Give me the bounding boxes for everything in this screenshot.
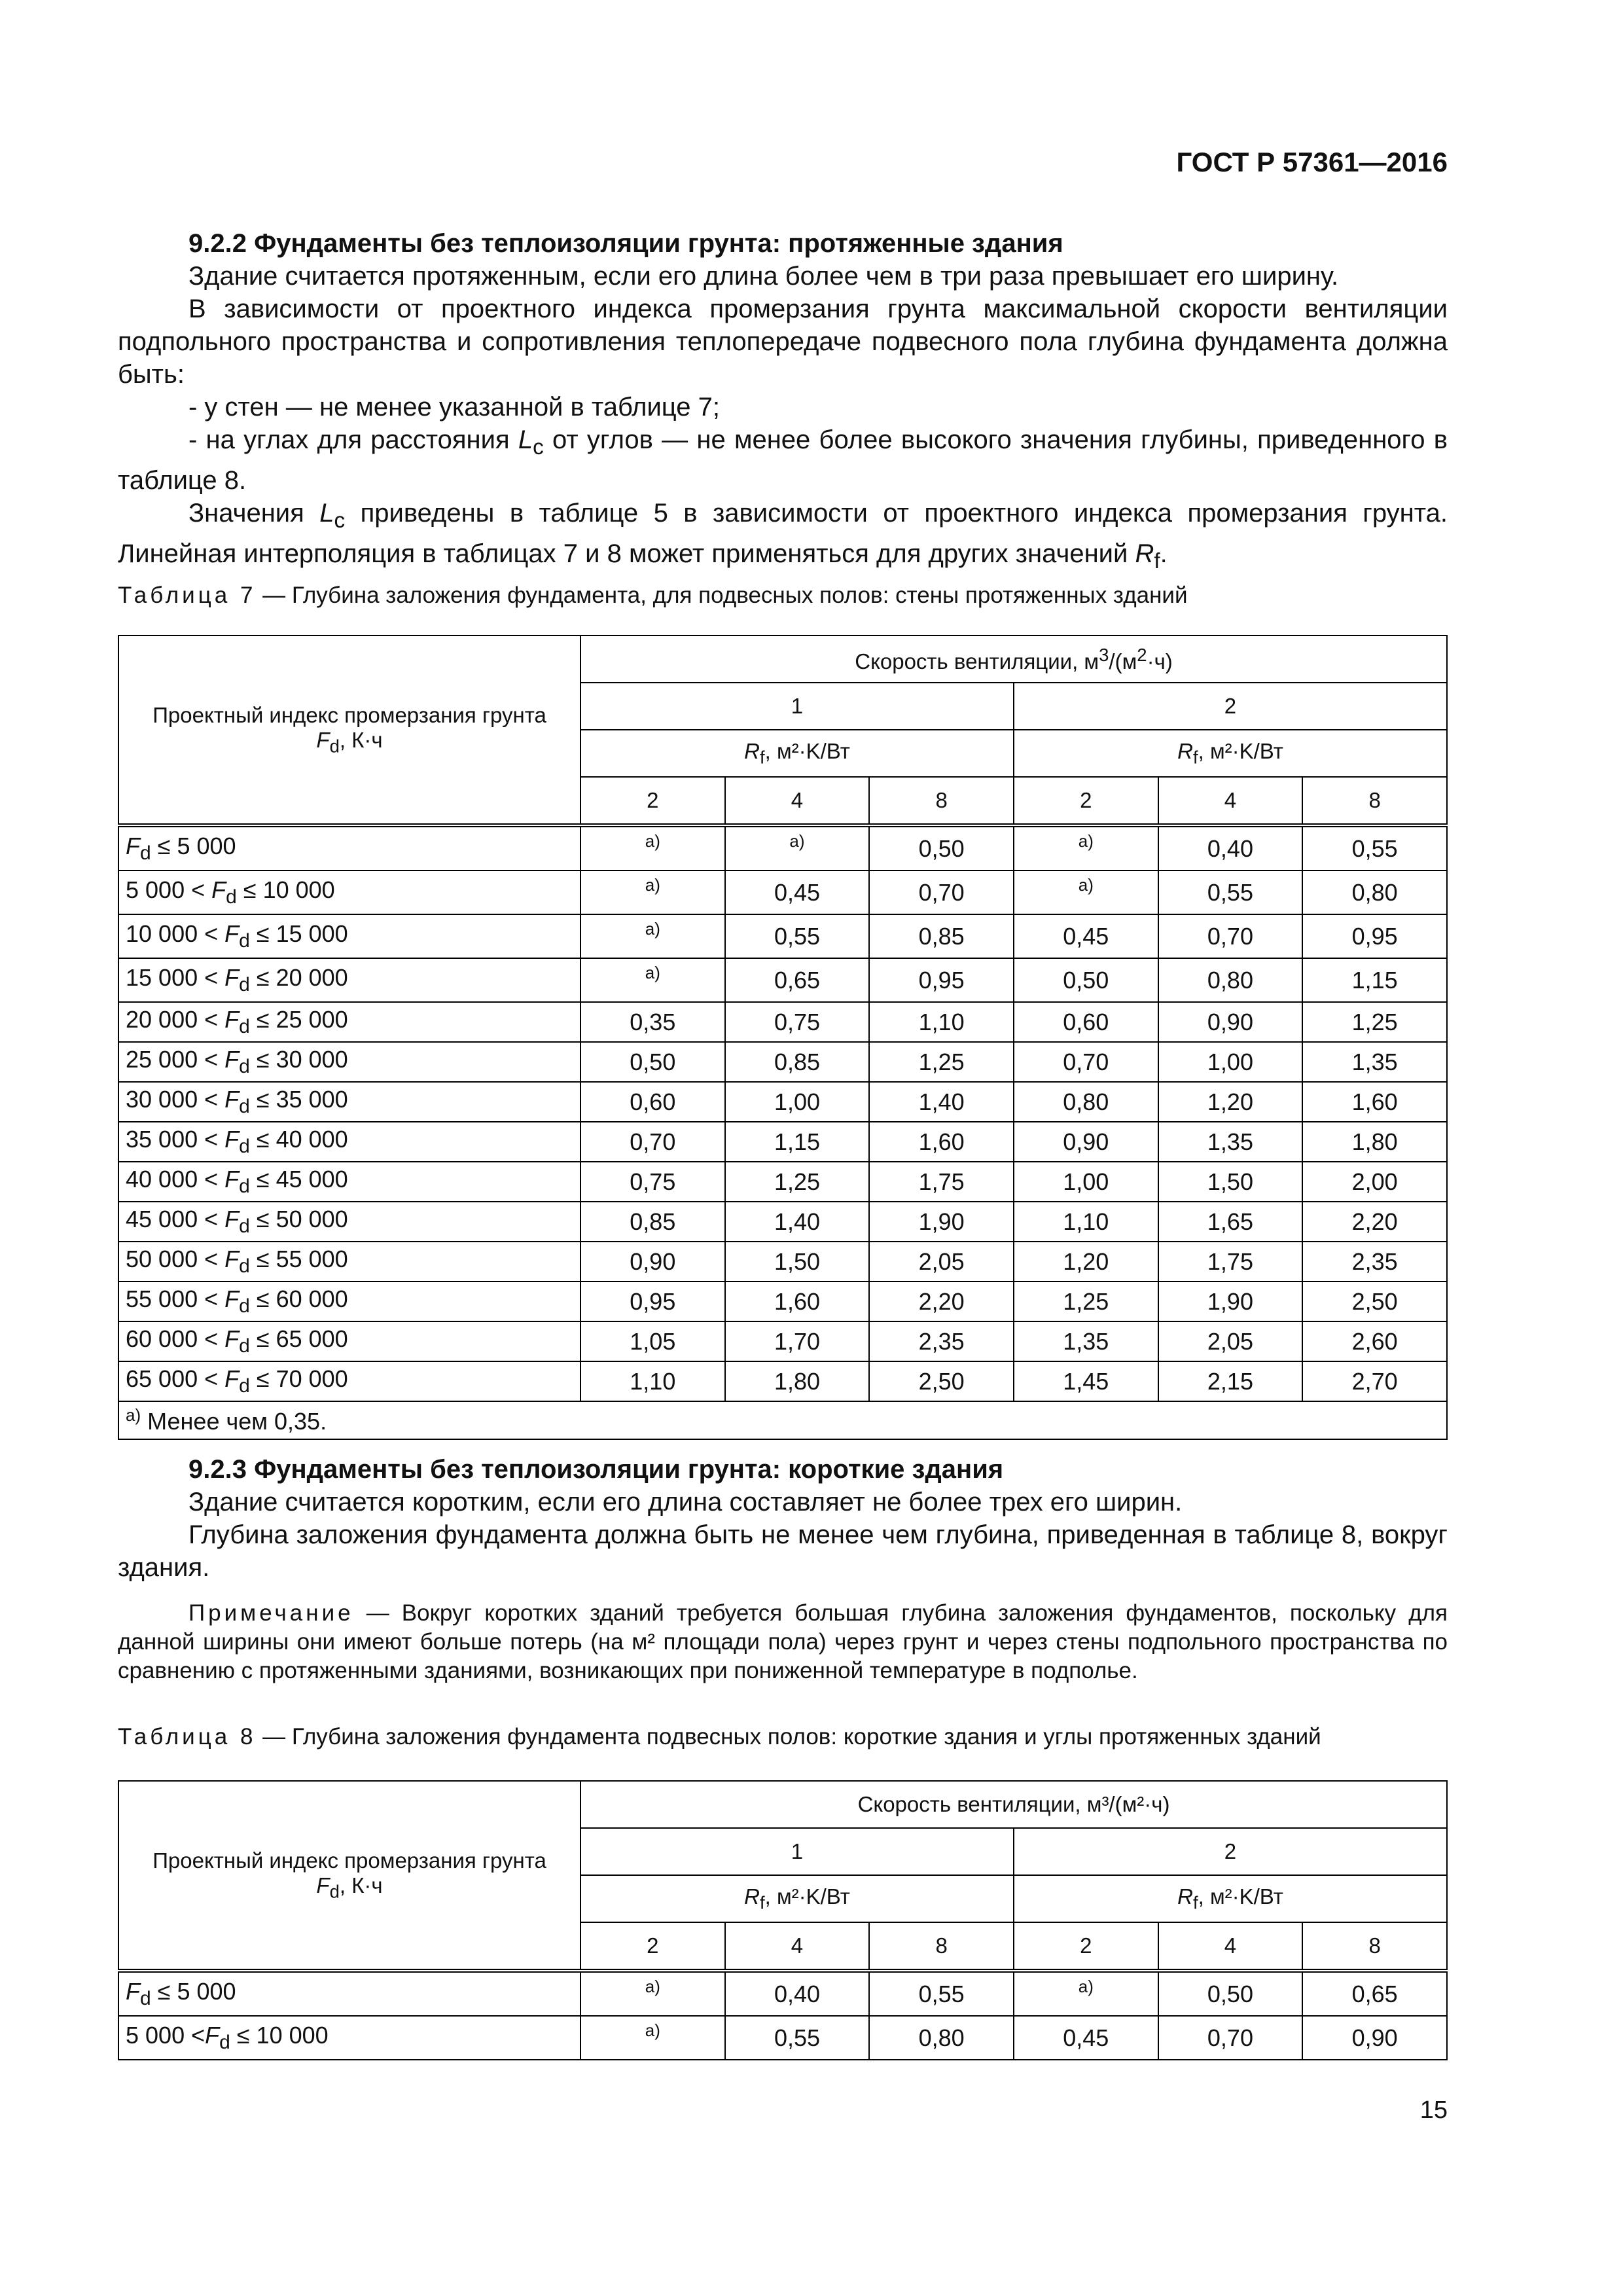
table7-index-header [118, 636, 580, 825]
note-paragraph [118, 1599, 1448, 1685]
freezing-index-range [118, 958, 580, 1002]
depth-value: 0,90 [580, 1242, 725, 1282]
depth-value: 0,85 [869, 914, 1014, 958]
symbol-d: d [140, 1988, 151, 2010]
table7-rf-value: 4 [1158, 777, 1303, 825]
symbol-f-big: F [224, 963, 240, 991]
section-922-bullet1: - у стен — не менее указанной в таблице 7; [188, 393, 720, 422]
table-row [118, 870, 1447, 914]
symbol-f: f [759, 747, 765, 768]
freezing-index-range [118, 1282, 580, 1321]
section-922-p3 [118, 497, 1448, 578]
depth-value: 0,95 [1302, 914, 1447, 958]
table-row [118, 825, 1447, 870]
table-row [118, 1282, 1447, 1321]
rf-unit: , м²·K/Вт [1198, 1884, 1283, 1909]
table-row [118, 914, 1447, 958]
depth-value: 0,80 [869, 2016, 1014, 2060]
depth-value: 2,60 [1302, 1321, 1447, 1361]
symbol-f-big: F [224, 1365, 240, 1392]
symbol-l: L [319, 499, 334, 528]
freezing-index-range [118, 1202, 580, 1242]
depth-value: 2,35 [1302, 1242, 1447, 1282]
depth-value: 1,15 [1302, 958, 1447, 1002]
symbol-f: f [1154, 549, 1160, 573]
freezing-index-range [118, 1042, 580, 1082]
symbol-r: R [1177, 738, 1193, 763]
depth-value: 0,45 [725, 870, 870, 914]
table7-rf-value: 8 [1302, 777, 1447, 825]
table8-rf-header-2 [1014, 1875, 1447, 1922]
range-suffix: ≤ 30 000 [249, 1045, 348, 1073]
table8-rf-value: 4 [725, 1922, 870, 1971]
depth-value: 0,75 [580, 1162, 725, 1202]
depth-value: 0,50 [1014, 958, 1158, 1002]
depth-value: 0,90 [1158, 1002, 1303, 1042]
footnote-ref-cell: а) [580, 825, 725, 870]
symbol-f-big: F [316, 727, 330, 752]
range-prefix: 55 000 < [126, 1285, 225, 1312]
depth-value: 1,35 [1158, 1122, 1303, 1162]
range-prefix: 40 000 < [126, 1165, 225, 1193]
vent-sup3: 3 [1099, 644, 1109, 665]
vent-header-post: ·ч) [1147, 649, 1173, 673]
freezing-index-range [118, 914, 580, 958]
range-prefix: 35 000 < [126, 1125, 225, 1153]
depth-value: 0,95 [580, 1282, 725, 1321]
depth-value: 2,05 [869, 1242, 1014, 1282]
bullet2-pre: - на углах для расстояния [188, 425, 518, 454]
table7-rf-value: 2 [1014, 777, 1158, 825]
range-prefix: 60 000 < [126, 1325, 225, 1352]
depth-value: 0,45 [1014, 914, 1158, 958]
table8-caption [118, 1724, 1321, 1750]
footnote-ref-cell: а) [725, 825, 870, 870]
freezing-index-range [118, 1122, 580, 1162]
depth-value: 1,20 [1158, 1082, 1303, 1122]
table-row [118, 1971, 1447, 2016]
section-922-heading: 9.2.2 Фундаменты без теплоизоляции грунта: протяженные здания [188, 229, 1063, 258]
depth-value: 1,40 [725, 1202, 870, 1242]
table-row [118, 1202, 1447, 1242]
table-footnote-row [118, 1401, 1447, 1439]
symbol-l: L [518, 425, 533, 454]
symbol-f-big: F [126, 1977, 140, 2005]
symbol-d: d [239, 1016, 250, 1038]
range-prefix: 30 000 < [126, 1085, 225, 1113]
range-prefix: 25 000 < [126, 1045, 225, 1073]
p3-post: приведены в таблице 5 в зависимости от проектного индекса промерзания грунта. Линейная интерполяция в таблицах 7 и 8 может применяться для других значений [118, 499, 1448, 568]
footnote-ref-cell: а) [580, 914, 725, 958]
table7-vent-2: 2 [1014, 683, 1447, 730]
depth-value: 1,20 [1014, 1242, 1158, 1282]
range-suffix: ≤ 35 000 [249, 1085, 348, 1113]
depth-value: 0,45 [1014, 2016, 1158, 2060]
range-prefix: 45 000 < [126, 1205, 225, 1232]
depth-value: 1,00 [1014, 1162, 1158, 1202]
table8-vent-header: Скорость вентиляции, м³/(м²·ч) [580, 1781, 1447, 1828]
table8-rf-value: 2 [1014, 1922, 1158, 1971]
symbol-d: d [239, 1255, 250, 1278]
depth-value: 0,80 [1158, 958, 1303, 1002]
depth-value: 1,50 [725, 1242, 870, 1282]
footnote-ref-cell: а) [580, 870, 725, 914]
depth-value: 1,10 [580, 1361, 725, 1401]
depth-value: 1,15 [725, 1122, 870, 1162]
depth-value: 1,00 [1158, 1042, 1303, 1082]
table8-rf-value: 2 [580, 1922, 725, 1971]
section-922-p1: Здание считается протяженным, если его длина более чем в три раза превышает его ширину. [188, 262, 1339, 291]
index-header-text: Проектный индекс промерзания грунта [152, 702, 546, 727]
table7-rf-value: 4 [725, 777, 870, 825]
range-suffix: ≤ 65 000 [249, 1325, 348, 1352]
range-suffix: ≤ 10 000 [236, 876, 335, 903]
table-row [118, 1162, 1447, 1202]
symbol-f-big: F [224, 1245, 240, 1272]
table8-index-header [118, 1781, 580, 1971]
symbol-f-big: F [205, 2021, 220, 2049]
depth-value: 2,20 [869, 1282, 1014, 1321]
symbol-d: d [239, 1136, 250, 1158]
range-prefix: 50 000 < [126, 1245, 225, 1272]
depth-value: 0,85 [580, 1202, 725, 1242]
table-row [118, 958, 1447, 1002]
footnote-ref-cell: а) [1014, 870, 1158, 914]
depth-value: 1,00 [725, 1082, 870, 1122]
rf-unit: , м²·K/Вт [764, 1884, 850, 1909]
symbol-d: d [219, 2032, 230, 2054]
depth-value: 2,50 [1302, 1282, 1447, 1321]
range-prefix: 5 000 < [126, 876, 212, 903]
symbol-f-big: F [211, 876, 226, 903]
depth-value: 0,85 [725, 1042, 870, 1082]
index-header-text: Проектный индекс промерзания грунта [152, 1848, 546, 1873]
page-number: 15 [1419, 2096, 1448, 2124]
table-row [118, 1242, 1447, 1282]
depth-value: 0,70 [1158, 914, 1303, 958]
depth-value: 0,75 [725, 1002, 870, 1042]
depth-value: 0,55 [869, 1971, 1014, 2016]
freezing-index-range [118, 870, 580, 914]
depth-value: 2,70 [1302, 1361, 1447, 1401]
depth-value: 0,90 [1014, 1122, 1158, 1162]
depth-value: 1,75 [1158, 1242, 1303, 1282]
depth-value: 0,50 [869, 825, 1014, 870]
depth-value: 0,65 [725, 958, 870, 1002]
depth-value: 0,55 [1302, 825, 1447, 870]
table7-vent-1: 1 [580, 683, 1014, 730]
section-923 [118, 1453, 1448, 1584]
symbol-d: d [329, 736, 340, 757]
table-row [118, 1321, 1447, 1361]
table7-rf-header-1 [580, 730, 1014, 777]
depth-value: 1,40 [869, 1082, 1014, 1122]
depth-value: 2,35 [869, 1321, 1014, 1361]
footnote-ref-cell: а) [1014, 825, 1158, 870]
depth-value: 1,50 [1158, 1162, 1303, 1202]
symbol-d: d [140, 842, 151, 865]
table8-vent-2: 2 [1014, 1828, 1447, 1875]
rf-unit: , м²·K/Вт [764, 738, 850, 763]
freezing-index-range [118, 1971, 580, 2016]
table8-rf-header-1 [580, 1875, 1014, 1922]
range-prefix: 5 000 < [126, 2021, 205, 2049]
range-prefix: 65 000 < [126, 1365, 225, 1392]
depth-value: 1,70 [725, 1321, 870, 1361]
note-label: Примечание [188, 1600, 354, 1626]
range-suffix: ≤ 5 000 [151, 1977, 236, 2005]
freezing-index-range [118, 2016, 580, 2060]
table7-caption-label: Таблица 7 [118, 583, 257, 608]
freezing-index-range [118, 1242, 580, 1282]
depth-value: 0,40 [1158, 825, 1303, 870]
depth-value: 1,10 [869, 1002, 1014, 1042]
depth-value: 2,50 [869, 1361, 1014, 1401]
depth-value: 1,75 [869, 1162, 1014, 1202]
symbol-d: d [239, 1295, 250, 1318]
section-923-p2: Глубина заложения фундамента должна быть не менее чем глубина, приведенная в таблице 8, вокруг здания. [118, 1520, 1448, 1582]
symbol-r: R [744, 1884, 760, 1909]
table-row [118, 1002, 1447, 1042]
range-suffix: ≤ 25 000 [249, 1005, 348, 1033]
range-suffix: ≤ 60 000 [249, 1285, 348, 1312]
table8-caption-label: Таблица 8 [118, 1724, 257, 1749]
footnote-mark: а) [126, 1405, 141, 1425]
table-row [118, 1082, 1447, 1122]
table8-rf-value: 8 [1302, 1922, 1447, 1971]
table7-caption-text: — Глубина заложения фундамента, для подвесных полов: стены протяженных зданий [256, 583, 1188, 608]
table7-vent-header [580, 636, 1447, 683]
symbol-f-big: F [224, 1325, 240, 1352]
depth-value: 0,70 [1158, 2016, 1303, 2060]
depth-value: 1,65 [1158, 1202, 1303, 1242]
symbol-f: f [1192, 747, 1198, 768]
depth-value: 0,40 [725, 1971, 870, 2016]
index-header-unit: , К·ч [339, 1873, 383, 1897]
range-prefix: 10 000 < [126, 920, 225, 947]
vent-sup2: 2 [1137, 644, 1147, 665]
symbol-d: d [239, 1056, 250, 1078]
symbol-c: c [334, 509, 346, 533]
section-923-p1: Здание считается коротким, если его длина составляет не более трех его ширин. [188, 1488, 1183, 1516]
depth-value: 1,90 [869, 1202, 1014, 1242]
freezing-index-range [118, 1321, 580, 1361]
depth-value: 1,25 [1014, 1282, 1158, 1321]
depth-value: 1,25 [1302, 1002, 1447, 1042]
depth-value: 0,60 [580, 1082, 725, 1122]
depth-value: 0,55 [725, 2016, 870, 2060]
table7-caption [118, 583, 1188, 609]
depth-value: 1,60 [725, 1282, 870, 1321]
depth-value: 0,70 [1014, 1042, 1158, 1082]
range-suffix: ≤ 40 000 [249, 1125, 348, 1153]
depth-value: 0,70 [869, 870, 1014, 914]
table-row [118, 1361, 1447, 1401]
symbol-r: R [744, 738, 760, 763]
depth-value: 1,25 [725, 1162, 870, 1202]
table8 [118, 1780, 1448, 2060]
symbol-c: c [533, 435, 544, 459]
footnote-ref-cell: а) [580, 2016, 725, 2060]
symbol-f: f [759, 1892, 765, 1913]
p3-end: . [1160, 539, 1168, 568]
symbol-f-big: F [224, 1085, 240, 1113]
section-922 [118, 227, 1448, 578]
bullet2-post: от углов — не менее более высокого значения глубины, приведенного в таблице 8. [118, 425, 1448, 495]
depth-value: 0,50 [1158, 1971, 1303, 2016]
depth-value: 1,45 [1014, 1361, 1158, 1401]
freezing-index-range [118, 1162, 580, 1202]
depth-value: 2,00 [1302, 1162, 1447, 1202]
symbol-d: d [239, 1175, 250, 1198]
table8-vent-1: 1 [580, 1828, 1014, 1875]
depth-value: 1,10 [1014, 1202, 1158, 1242]
footnote-ref-cell: а) [580, 958, 725, 1002]
depth-value: 1,25 [869, 1042, 1014, 1082]
document-id: ГОСТ Р 57361—2016 [1176, 147, 1448, 177]
depth-value: 0,80 [1302, 870, 1447, 914]
depth-value: 0,65 [1302, 1971, 1447, 2016]
depth-value: 1,60 [1302, 1082, 1447, 1122]
symbol-f-big: F [224, 920, 240, 947]
symbol-d: d [226, 886, 237, 908]
symbol-d: d [329, 1881, 340, 1902]
table7-rf-value: 2 [580, 777, 725, 825]
table-footnote [118, 1401, 1447, 1439]
symbol-f-big: F [224, 1205, 240, 1232]
depth-value: 0,35 [580, 1002, 725, 1042]
range-suffix: ≤ 50 000 [249, 1205, 348, 1232]
symbol-f-big: F [316, 1873, 330, 1897]
range-suffix: ≤ 10 000 [230, 2021, 329, 2049]
symbol-r: R [1135, 539, 1154, 568]
symbol-d: d [239, 974, 250, 996]
depth-value: 1,05 [580, 1321, 725, 1361]
symbol-f-big: F [224, 1125, 240, 1153]
table-row [118, 1042, 1447, 1082]
range-suffix: ≤ 45 000 [249, 1165, 348, 1193]
range-prefix: 15 000 < [126, 963, 225, 991]
table-row [118, 1122, 1447, 1162]
section-922-bullet2 [118, 423, 1448, 497]
symbol-f-big: F [126, 832, 140, 859]
freezing-index-range [118, 1361, 580, 1401]
symbol-d: d [239, 1215, 250, 1238]
depth-value: 0,90 [1302, 2016, 1447, 2060]
range-prefix: 20 000 < [126, 1005, 225, 1033]
vent-header-mid: /(м [1109, 649, 1137, 673]
table7-rf-header-2 [1014, 730, 1447, 777]
table8-caption-text: — Глубина заложения фундамента подвесных полов: короткие здания и углы протяженных зданий [256, 1724, 1321, 1749]
freezing-index-range [118, 1002, 580, 1042]
section-922-p2: В зависимости от проектного индекса промерзания грунта максимальной скорости вентиляции подпольного пространства и сопротивления теплопередаче подвесного пола глубина фундамента должна быть: [118, 295, 1448, 389]
depth-value: 1,60 [869, 1122, 1014, 1162]
depth-value: 0,50 [580, 1042, 725, 1082]
symbol-f-big: F [224, 1045, 240, 1073]
footnote-text: Менее чем 0,35. [141, 1408, 327, 1435]
rf-unit: , м²·K/Вт [1198, 738, 1283, 763]
depth-value: 0,55 [725, 914, 870, 958]
symbol-f-big: F [224, 1165, 240, 1193]
range-suffix: ≤ 5 000 [151, 832, 236, 859]
symbol-r: R [1177, 1884, 1193, 1909]
symbol-d: d [239, 930, 250, 952]
footnote-ref-cell: а) [580, 1971, 725, 2016]
symbol-f-big: F [224, 1005, 240, 1033]
depth-value: 0,95 [869, 958, 1014, 1002]
symbol-d: d [239, 1335, 250, 1357]
depth-value: 1,80 [1302, 1122, 1447, 1162]
table8-rf-value: 8 [869, 1922, 1014, 1971]
table-row [118, 2016, 1447, 2060]
footnote-ref-cell: а) [1014, 1971, 1158, 2016]
depth-value: 1,35 [1302, 1042, 1447, 1082]
range-suffix: ≤ 70 000 [249, 1365, 348, 1392]
index-header-unit: , К·ч [339, 727, 383, 752]
depth-value: 1,35 [1014, 1321, 1158, 1361]
depth-value: 0,80 [1014, 1082, 1158, 1122]
symbol-f-big: F [224, 1285, 240, 1312]
symbol-d: d [239, 1375, 250, 1397]
depth-value: 0,70 [580, 1122, 725, 1162]
depth-value: 1,80 [725, 1361, 870, 1401]
depth-value: 0,60 [1014, 1002, 1158, 1042]
range-suffix: ≤ 55 000 [249, 1245, 348, 1272]
symbol-d: d [239, 1096, 250, 1118]
vent-header-pre: Скорость вентиляции, м [855, 649, 1099, 673]
freezing-index-range [118, 825, 580, 870]
p3-pre: Значения [188, 499, 320, 528]
table7-rf-value: 8 [869, 777, 1014, 825]
depth-value: 2,20 [1302, 1202, 1447, 1242]
symbol-f: f [1192, 1892, 1198, 1913]
range-suffix: ≤ 15 000 [249, 920, 348, 947]
range-suffix: ≤ 20 000 [249, 963, 348, 991]
table8-rf-value: 4 [1158, 1922, 1303, 1971]
note [118, 1599, 1448, 1685]
section-923-heading: 9.2.3 Фундаменты без теплоизоляции грунта: короткие здания [188, 1455, 1004, 1484]
table7 [118, 635, 1448, 1440]
depth-value: 2,15 [1158, 1361, 1303, 1401]
freezing-index-range [118, 1082, 580, 1122]
note-text: — Вокруг коротких зданий требуется большая глубина заложения фундаментов, поскольку для данной ширины они имеют больше потерь (на м² площади пола) через грунт и через стены подпольного пространства по сравнению с протяженными зданиями, возникающих при пониженной температуре в подполье. [118, 1600, 1448, 1683]
depth-value: 1,90 [1158, 1282, 1303, 1321]
depth-value: 2,05 [1158, 1321, 1303, 1361]
depth-value: 0,55 [1158, 870, 1303, 914]
